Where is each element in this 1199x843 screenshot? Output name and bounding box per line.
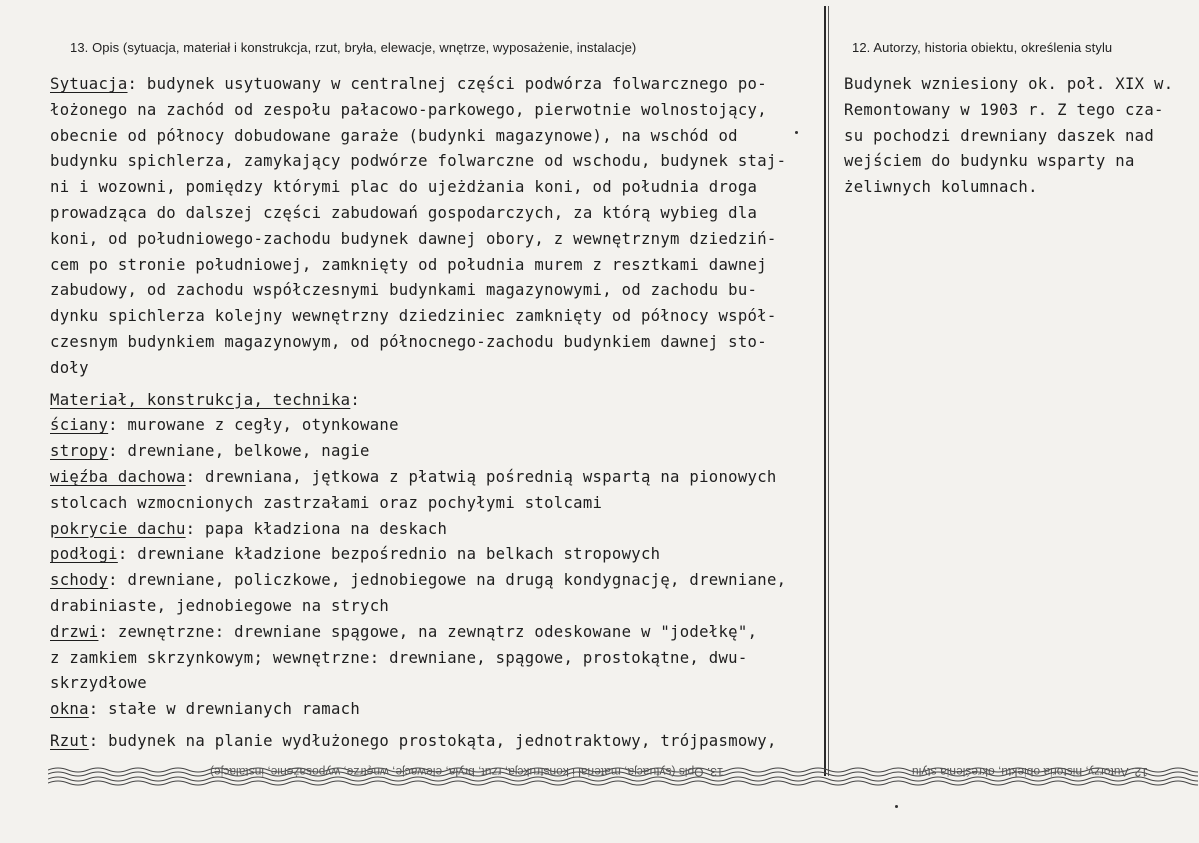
situation-line: dynku spichlerza kolejny wewnętrzny dziedziniec zamknięty od północy współ- — [50, 307, 777, 326]
situation-label: Sytuacja — [50, 75, 128, 93]
situation-line: zabudowy, od zachodu współczesnymi budynkami magazynowymi, od zachodu bu- — [50, 281, 758, 300]
situation-line: ni i wozowni, pomiędzy którymi plac do ujeżdżania koni, od południa droga — [50, 178, 758, 197]
roof-truss-line: stolcach wzmocnionych zastrzałami oraz pochyłymi stolcami — [50, 493, 603, 512]
stairs-line: schody: drewniane, policzkowe, jednobiegowe na drugą kondygnację, drewniane, — [50, 571, 787, 590]
description-column — [50, 72, 840, 755]
left-column-header: 13. Opis (sytuacja, materiał i konstrukcja, rzut, bryła, elewacje, wnętrze, wyposażenie, instalacje) — [70, 40, 637, 55]
stairs-line: drabiniaste, jednobiegowe na strych — [50, 596, 390, 615]
mirrored-left-header: 13. Opis (sytuacja, materiał i konstrukcja, rzut, bryła, elewacje, wnętrze, wyposażenie, instalacje) — [210, 765, 724, 779]
plan-line: Rzut: budynek na planie wydłużonego prostokąta, jednotraktowy, trójpasmowy, — [50, 731, 777, 750]
roofing-line: pokrycie dachu: papa kładziona na deskach — [50, 519, 448, 538]
floors-line: podłogi: drewniane kładzione bezpośrednio na belkach stropowych — [50, 545, 661, 564]
situation-line: Sytuacja: budynek usytuowany w centralnej części podwórza folwarcznego po- — [50, 75, 767, 93]
situation-line: koni, od południowego-zachodu budynek dawnej obory, z wewnętrznym dziedziń- — [50, 229, 777, 248]
situation-line: prowadząca do dalszej części zabudowań gospodarczych, za którą wybieg dla — [50, 203, 758, 222]
history-line: wejściem do budynku wsparty na — [844, 152, 1135, 171]
material-heading: Materiał, konstrukcja, technika: — [50, 390, 361, 409]
history-line: żeliwnych kolumnach. — [844, 178, 1038, 197]
doors-line: drzwi: zewnętrzne: drewniane spągowe, na zewnątrz odeskowane w "jodełkę", — [50, 622, 758, 641]
ceilings-line: stropy: drewniane, belkowe, nagie — [50, 442, 370, 461]
situation-line: obecnie od północy dobudowane garaże (budynki magazynowe), na wschód od — [50, 126, 738, 145]
speck — [895, 805, 898, 808]
situation-line: budynku spichlerza, zamykający podwórze folwarczne od wschodu, budynek staj- — [50, 152, 787, 171]
situation-line: cem po stronie południowej, zamknięty od południa murem z resztkami dawnej — [50, 255, 767, 274]
situation-line: czesnym budynkiem magazynowym, od północnego-zachodu budynkiem dawnej sto- — [50, 332, 767, 351]
speck — [795, 131, 798, 134]
mirrored-right-header: 12. Autorzy, historia obiektu, określenia stylu — [912, 765, 1148, 779]
windows-line: okna: stałe w drewnianych ramach — [50, 700, 361, 719]
history-line: Remontowany w 1903 r. Z tego cza- — [844, 100, 1164, 119]
history-column — [844, 72, 1194, 201]
walls-line: ściany: murowane z cegły, otynkowane — [50, 416, 399, 435]
situation-line: doły — [50, 358, 89, 377]
doors-line: z zamkiem skrzynkowym; wewnętrzne: drewniane, spągowe, prostokątne, dwu- — [50, 648, 748, 667]
doors-line: skrzydłowe — [50, 674, 147, 693]
roof-truss-line: więźba dachowa: drewniana, jętkowa z płatwią pośrednią wspartą na pionowych — [50, 467, 777, 486]
history-line: Budynek wzniesiony ok. poł. XIX w. — [844, 75, 1174, 93]
situation-line: łożonego na zachód od zespołu pałacowo-parkowego, pierwotnie wolnostojący, — [50, 100, 767, 119]
history-line: su pochodzi drewniany daszek nad — [844, 126, 1155, 145]
right-column-header: 12. Autorzy, historia obiektu, określenia stylu — [852, 40, 1113, 55]
